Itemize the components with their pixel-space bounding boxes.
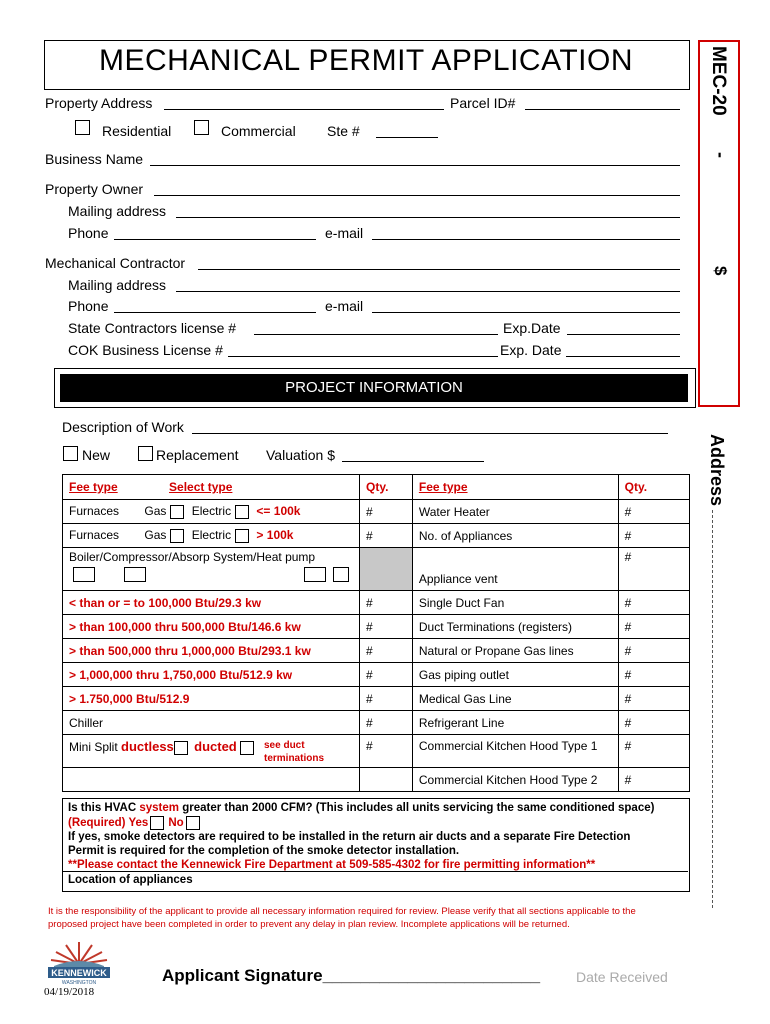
owner-phone-label: Phone bbox=[68, 225, 109, 241]
hood-type2-label: Commercial Kitchen Hood Type 2 bbox=[412, 768, 618, 792]
contractor-phone-field[interactable] bbox=[114, 312, 316, 313]
table-row bbox=[63, 711, 690, 735]
logo-subtext: WASHINGTON bbox=[61, 980, 97, 986]
terminations-label: terminations bbox=[264, 753, 325, 764]
cok-license-field[interactable] bbox=[228, 356, 498, 357]
hvac-yes-checkbox[interactable] bbox=[150, 816, 164, 830]
btu-range-5: > 1.750,000 Btu/512.9 bbox=[63, 687, 360, 711]
qty-cell[interactable]: # bbox=[360, 500, 413, 524]
furnaces-label: Furnaces bbox=[69, 528, 120, 543]
table-row bbox=[63, 591, 690, 615]
boiler-label: Boiler/Compressor/Absorp System/Heat pump bbox=[69, 550, 316, 564]
duct-terminations-label: Duct Terminations (registers) bbox=[412, 615, 618, 639]
cok-license-label: COK Business License # bbox=[68, 342, 223, 358]
hvac-no-checkbox[interactable] bbox=[186, 816, 200, 830]
revision-date: 04/19/2018 bbox=[44, 986, 95, 998]
qty-cell[interactable]: # bbox=[618, 768, 689, 792]
qty-cell[interactable]: # bbox=[360, 615, 413, 639]
owner-phone-field[interactable] bbox=[114, 239, 316, 240]
appliance-vent-label: Appliance vent bbox=[412, 548, 618, 591]
location-row bbox=[62, 871, 688, 872]
qty-cell[interactable]: # bbox=[360, 524, 413, 548]
residential-checkbox[interactable] bbox=[75, 120, 90, 135]
hood-type1-label: Commercial Kitchen Hood Type 1 bbox=[412, 735, 618, 768]
ducted-label: ducted bbox=[194, 739, 237, 754]
contractor-email-field[interactable] bbox=[372, 312, 680, 313]
table-row bbox=[63, 735, 690, 768]
commercial-checkbox[interactable] bbox=[194, 120, 209, 135]
project-info-title: PROJECT INFORMATION bbox=[285, 379, 463, 396]
btu-range-4: > 1,000,000 thru 1,750,000 Btu/512.9 kw bbox=[63, 663, 360, 687]
sunburst-logo-icon bbox=[44, 938, 114, 986]
btu-range-1: < than or = to 100,000 Btu/29.3 kw bbox=[63, 591, 360, 615]
qty-cell[interactable]: # bbox=[360, 687, 413, 711]
single-duct-fan-label: Single Duct Fan bbox=[412, 591, 618, 615]
commercial-label: Commercial bbox=[221, 123, 296, 139]
parcel-id-label: Parcel ID# bbox=[450, 95, 516, 111]
ste-label: Ste # bbox=[327, 123, 360, 139]
replacement-checkbox[interactable] bbox=[138, 446, 153, 461]
table-row bbox=[63, 524, 690, 548]
le-100k-label: <= 100k bbox=[256, 504, 301, 519]
hvac-question-system: system bbox=[139, 802, 179, 814]
qty-cell-disabled bbox=[360, 548, 413, 591]
btu-range-2: > than 100,000 thru 500,000 Btu/146.6 kw bbox=[63, 615, 360, 639]
heat-pump-checkbox[interactable] bbox=[333, 567, 349, 582]
date-received-label: Date Received bbox=[576, 969, 668, 985]
furnaces-label: Furnaces bbox=[69, 504, 120, 519]
ste-field[interactable] bbox=[376, 137, 438, 138]
notice-line-1: It is the responsibility of the applicant to provide all necessary information required for review. Please verify that all sections applicable to the bbox=[48, 906, 636, 917]
exp-date-label: Exp.Date bbox=[503, 320, 561, 336]
btu-range-3: > than 500,000 thru 1,000,000 Btu/293.1 kw bbox=[63, 639, 360, 663]
select-type-header: Select type bbox=[169, 480, 233, 494]
notice-line-2: proposed project have been completed in order to prevent any delay in plan review. Incomplete applications will be returned. bbox=[48, 919, 570, 930]
electric-label: Electric bbox=[191, 528, 232, 543]
fire-dept-contact: **Please contact the Kennewick Fire Department at 509-585-4302 for fire permitting information** bbox=[68, 859, 596, 871]
fee-type-header: Fee type bbox=[69, 480, 118, 494]
qty-cell[interactable]: # bbox=[360, 663, 413, 687]
exp-date2-label: Exp. Date bbox=[500, 342, 562, 358]
fee-table bbox=[62, 474, 690, 792]
table-row bbox=[63, 768, 690, 792]
contractor-phone-label: Phone bbox=[68, 298, 109, 314]
property-address-label: Property Address bbox=[45, 95, 153, 111]
owner-mailing-label: Mailing address bbox=[68, 203, 167, 219]
parcel-id-field[interactable] bbox=[525, 109, 680, 110]
property-owner-field[interactable] bbox=[154, 195, 680, 196]
description-label: Description of Work bbox=[62, 419, 184, 435]
table-header-row bbox=[63, 475, 690, 500]
table-row bbox=[63, 663, 690, 687]
valuation-label: Valuation $ bbox=[266, 447, 336, 463]
fee-type-header-2: Fee type bbox=[412, 475, 618, 500]
logo-text: KENNEWICK bbox=[51, 968, 107, 978]
contractor-email-label: e-mail bbox=[325, 298, 364, 314]
contractor-mailing-label: Mailing address bbox=[68, 277, 167, 293]
see-duct-label: see duct bbox=[264, 740, 305, 751]
qty-header: Qty. bbox=[360, 475, 413, 500]
kennewick-logo bbox=[44, 938, 114, 986]
page-title: MECHANICAL PERMIT APPLICATION bbox=[98, 44, 634, 77]
qty-cell[interactable]: # bbox=[360, 735, 413, 768]
gt-100k-label: > 100k bbox=[256, 528, 294, 543]
refrigerant-label: Refrigerant Line bbox=[412, 711, 618, 735]
qty-cell[interactable]: # bbox=[618, 615, 689, 639]
qty-cell[interactable]: # bbox=[618, 639, 689, 663]
table-row bbox=[63, 615, 690, 639]
table-row bbox=[63, 548, 690, 591]
gas-label: Gas bbox=[144, 528, 167, 543]
ductless-label: ductless bbox=[121, 739, 174, 754]
furnace-electric-checkbox[interactable] bbox=[235, 505, 249, 519]
qty-cell[interactable]: # bbox=[618, 711, 689, 735]
mechanical-contractor-field[interactable] bbox=[198, 269, 680, 270]
smoke-detector-note-1: If yes, smoke detectors are required to be installed in the return air ducts and a separate Fire Detection bbox=[68, 831, 631, 843]
qty-cell[interactable]: # bbox=[360, 711, 413, 735]
valuation-field[interactable] bbox=[342, 461, 484, 462]
property-address-field[interactable] bbox=[164, 109, 444, 110]
permit-code: MEC-20 bbox=[708, 46, 729, 116]
qty-cell[interactable]: # bbox=[618, 735, 689, 768]
qty-cell[interactable]: # bbox=[618, 524, 689, 548]
furnace-gas-checkbox[interactable] bbox=[170, 529, 184, 543]
qty-cell[interactable]: # bbox=[618, 548, 689, 591]
chiller-label: Chiller bbox=[63, 711, 360, 735]
business-name-label: Business Name bbox=[45, 151, 144, 167]
gas-piping-label: Gas piping outlet bbox=[412, 663, 618, 687]
owner-mailing-field[interactable] bbox=[176, 217, 680, 218]
boiler-checkbox[interactable] bbox=[73, 567, 95, 582]
replacement-label: Replacement bbox=[156, 447, 239, 463]
location-of-appliances-label: Location of appliances bbox=[68, 874, 193, 886]
description-field[interactable] bbox=[192, 433, 668, 434]
qty-cell[interactable]: # bbox=[618, 591, 689, 615]
qty-cell[interactable]: # bbox=[618, 500, 689, 524]
table-row bbox=[63, 687, 690, 711]
furnace-electric-checkbox[interactable] bbox=[235, 529, 249, 543]
no-appliances-label: No. of Appliances bbox=[412, 524, 618, 548]
absorp-checkbox[interactable] bbox=[304, 567, 326, 582]
business-name-field[interactable] bbox=[150, 165, 680, 166]
exp-date2-field[interactable] bbox=[566, 356, 680, 357]
permit-dash: - bbox=[711, 152, 731, 158]
applicant-signature-label: Applicant Signature bbox=[162, 966, 323, 985]
hvac-no-label: No bbox=[168, 817, 184, 830]
mechanical-contractor-label: Mechanical Contractor bbox=[45, 255, 186, 271]
hvac-question-part1: Is this HVAC bbox=[68, 802, 140, 814]
owner-email-field[interactable] bbox=[372, 239, 680, 240]
natural-gas-label: Natural or Propane Gas lines bbox=[412, 639, 618, 663]
new-label: New bbox=[82, 447, 111, 463]
address-field[interactable] bbox=[712, 510, 713, 908]
ducted-checkbox[interactable] bbox=[240, 741, 254, 755]
table-row bbox=[63, 500, 690, 524]
property-owner-label: Property Owner bbox=[45, 181, 144, 197]
smoke-detector-note-2: Permit is required for the completion of the smoke detector installation. bbox=[68, 845, 460, 857]
fee-dollar: $ bbox=[711, 266, 730, 276]
contractor-mailing-field[interactable] bbox=[176, 291, 680, 292]
mini-split-label: Mini Split bbox=[69, 740, 118, 754]
qty-cell[interactable]: # bbox=[360, 591, 413, 615]
medical-gas-label: Medical Gas Line bbox=[412, 687, 618, 711]
qty-cell[interactable]: # bbox=[618, 687, 689, 711]
compressor-checkbox[interactable] bbox=[124, 567, 146, 582]
hvac-required-yes: (Required) Yes bbox=[68, 817, 149, 830]
exp-date-field[interactable] bbox=[567, 334, 680, 335]
ductless-checkbox[interactable] bbox=[174, 741, 188, 755]
owner-email-label: e-mail bbox=[325, 225, 364, 241]
gas-label: Gas bbox=[144, 504, 167, 519]
new-checkbox[interactable] bbox=[63, 446, 78, 461]
electric-label: Electric bbox=[191, 504, 232, 519]
water-heater-label: Water Heater bbox=[412, 500, 618, 524]
furnace-gas-checkbox[interactable] bbox=[170, 505, 184, 519]
residential-label: Residential bbox=[102, 123, 172, 139]
qty-cell[interactable]: # bbox=[360, 639, 413, 663]
state-license-field[interactable] bbox=[254, 334, 498, 335]
applicant-signature-field[interactable]: _______________________ bbox=[322, 966, 541, 985]
address-label: Address bbox=[707, 434, 727, 507]
hvac-question-part2: greater than 2000 CFM? (This includes all units servicing the same conditioned space) bbox=[179, 802, 655, 814]
state-license-label: State Contractors license # bbox=[68, 320, 237, 336]
qty-cell[interactable]: # bbox=[618, 663, 689, 687]
qty-header-2: Qty. bbox=[618, 475, 689, 500]
table-row bbox=[63, 639, 690, 663]
